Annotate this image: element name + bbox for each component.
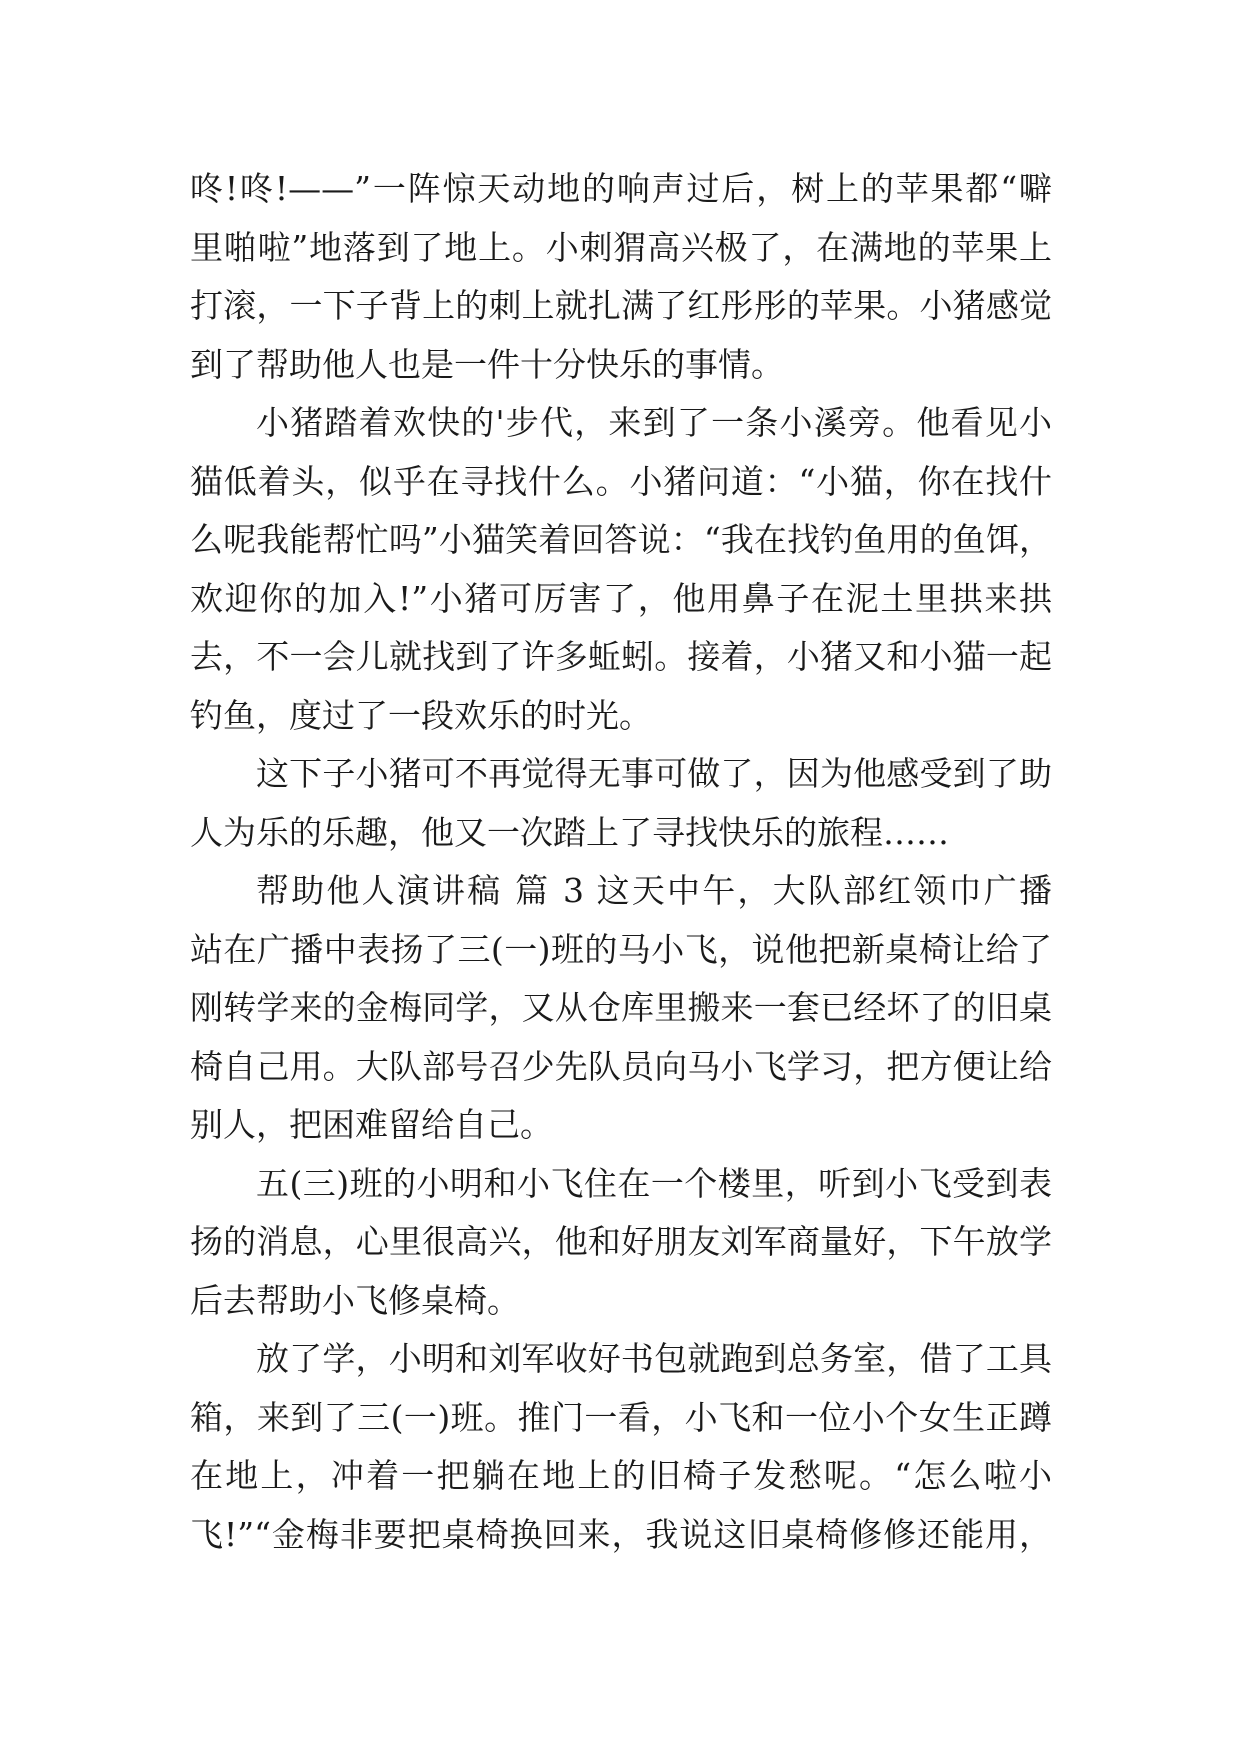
text-line: 么呢我能帮忙吗”小猫笑着回答说：“我在找钓鱼用的鱼饵，	[190, 520, 1052, 559]
text-line: 在地上，冲着一把躺在地上的旧椅子发愁呢。“怎么啦小	[190, 1456, 1052, 1495]
text-line: 打滚，一下子背上的刺上就扎满了红彤彤的苹果。小猪感觉	[190, 286, 1052, 325]
text-line: 到了帮助他人也是一件十分快乐的事情。	[190, 344, 784, 384]
text-line: 咚!咚!——”一阵惊天动地的响声过后，树上的苹果都“噼	[190, 169, 1052, 208]
document-body	[190, 160, 1052, 1564]
text-line: 别人，把困难留给自己。	[190, 1105, 553, 1144]
text-line: 箱，来到了三(一)班。推门一看，小飞和一位小个女生正蹲	[190, 1397, 1052, 1437]
text-line: 后去帮助小飞修桌椅。	[190, 1280, 520, 1320]
text-line: 放了学，小明和刘军收好书包就跑到总务室，借了工具	[256, 1339, 1052, 1378]
text-line: 五(三)班的小明和小飞住在一个楼里，听到小飞受到表	[256, 1163, 1052, 1203]
text-line: 去，不一会儿就找到了许多蚯蚓。接着，小猪又和小猫一起	[190, 637, 1052, 676]
text-line: 里啪啦”地落到了地上。小刺猬高兴极了，在满地的苹果上	[190, 227, 1052, 267]
text-line: 钓鱼，度过了一段欢乐的时光。	[190, 695, 652, 735]
text-line: 人为乐的乐趣，他又一次踏上了寻找快乐的旅程……	[190, 812, 949, 852]
text-line: 这下子小猪可不再觉得无事可做了，因为他感受到了助	[256, 754, 1052, 793]
text-line: 猫低着头，似乎在寻找什么。小猪问道：“小猫，你在找什	[190, 461, 1052, 501]
text-line: 小猪踏着欢快的'步代，来到了一条小溪旁。他看见小	[256, 403, 1052, 442]
text-line: 欢迎你的加入!”小猪可厉害了，他用鼻子在泥土里拱来拱	[190, 578, 1052, 618]
text-line: 帮助他人演讲稿 篇 3 这天中午，大队部红领巾广播	[256, 871, 1052, 910]
text-line: 站在广播中表扬了三(一)班的马小飞，说他把新桌椅让给了	[190, 929, 1052, 969]
text-line: 扬的消息，心里很高兴，他和好朋友刘军商量好，下午放学	[190, 1222, 1052, 1261]
text-line: 飞!”“金梅非要把桌椅换回来，我说这旧桌椅修修还能用，	[190, 1514, 1052, 1554]
text-line: 椅自己用。大队部号召少先队员向马小飞学习，把方便让给	[190, 1046, 1052, 1086]
text-line: 刚转学来的金梅同学，又从仓库里搬来一套已经坏了的旧桌	[190, 988, 1052, 1027]
